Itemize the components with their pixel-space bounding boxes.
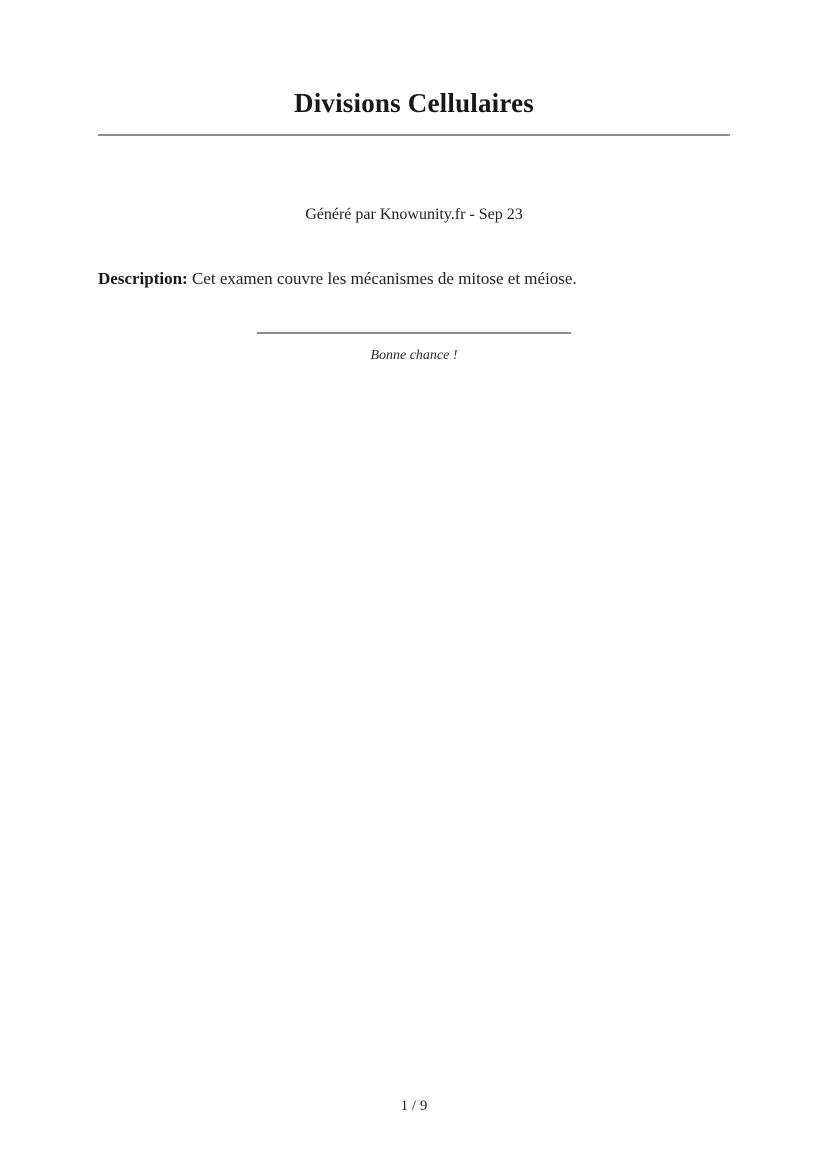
page-title: Divisions Cellulaires bbox=[294, 88, 534, 118]
section-divider-rule bbox=[257, 332, 571, 334]
description-text: Cet examen couvre les mécanismes de mitose et méiose. bbox=[187, 269, 577, 288]
title-divider-rule bbox=[98, 134, 730, 136]
page-number: 1 / 9 bbox=[400, 1098, 428, 1114]
generated-by-line: Généré par Knowunity.fr - Sep 23 bbox=[305, 206, 523, 223]
good-luck-line: Bonne chance ! bbox=[370, 348, 458, 364]
description-paragraph bbox=[98, 268, 730, 290]
description-label: Description: bbox=[98, 269, 188, 288]
